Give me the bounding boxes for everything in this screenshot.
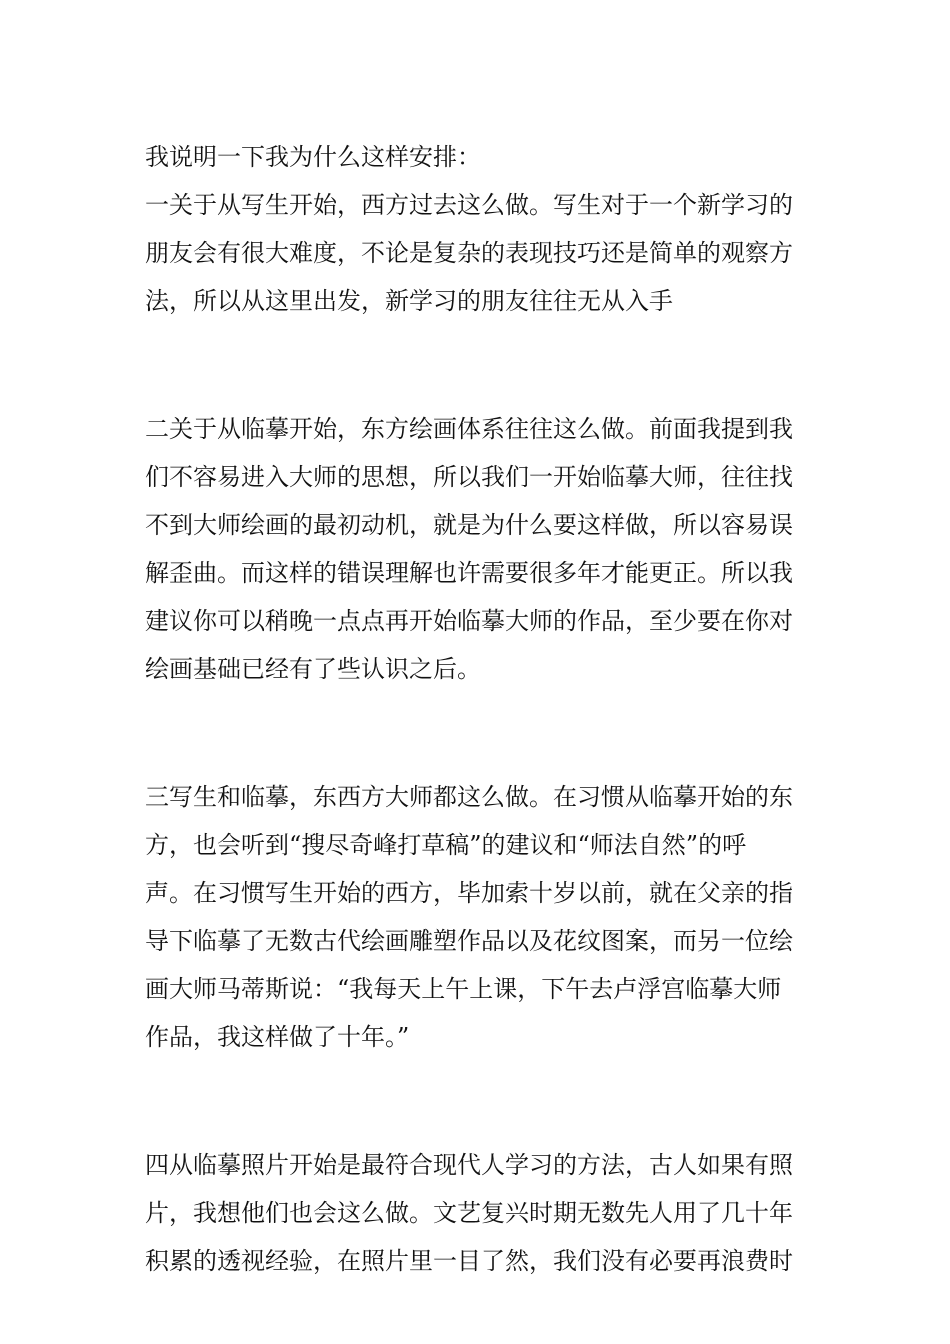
- paragraph-line: 不到大师绘画的最初动机，就是为什么要这样做，所以容易误: [145, 511, 793, 539]
- paragraph-2: [145, 405, 810, 693]
- paragraph-gap: [145, 1061, 810, 1141]
- paragraph-line: 画大师马蒂斯说：“我每天上午上课，下午去卢浮宫临摹大师: [145, 975, 782, 1003]
- paragraph-1: [145, 181, 810, 325]
- paragraph-gap: [145, 693, 810, 773]
- paragraph-line: 导下临摹了无数古代绘画雕塑作品以及花纹图案，而另一位绘: [145, 927, 793, 955]
- paragraph-line: 一关于从写生开始，西方过去这么做。写生对于一个新学习的: [145, 191, 793, 219]
- intro-line: 我说明一下我为什么这样安排：: [145, 143, 481, 171]
- document-body: [145, 133, 810, 1285]
- paragraph-gap: [145, 325, 810, 405]
- paragraph-line: 三写生和临摹，东西方大师都这么做。在习惯从临摹开始的东: [145, 783, 793, 811]
- paragraph-line: 法，所以从这里出发，新学习的朋友往往无从入手: [145, 287, 673, 315]
- paragraph-line: 片，我想他们也会这么做。文艺复兴时期无数先人用了几十年: [145, 1199, 793, 1227]
- paragraph-line: 方，也会听到“搜尽奇峰打草稿”的建议和“师法自然”的呼: [145, 831, 747, 859]
- paragraph-line: 解歪曲。而这样的错误理解也许需要很多年才能更正。所以我: [145, 559, 793, 587]
- paragraph-line: 积累的透视经验，在照片里一目了然，我们没有必要再浪费时: [145, 1247, 793, 1275]
- paragraph-line: 作品，我这样做了十年。”: [145, 1023, 410, 1051]
- paragraph-line: 朋友会有很大难度，不论是复杂的表现技巧还是简单的观察方: [145, 239, 793, 267]
- paragraph-line: 四从临摹照片开始是最符合现代人学习的方法，古人如果有照: [145, 1151, 793, 1179]
- paragraph-line: 们不容易进入大师的思想，所以我们一开始临摹大师，往往找: [145, 463, 793, 491]
- paragraph-line: 二关于从临摹开始，东方绘画体系往往这么做。前面我提到我: [145, 415, 793, 443]
- paragraph-3: [145, 773, 810, 1061]
- paragraph-line: 建议你可以稍晚一点点再开始临摹大师的作品，至少要在你对: [145, 607, 793, 635]
- paragraph-line: 声。在习惯写生开始的西方，毕加索十岁以前，就在父亲的指: [145, 879, 793, 907]
- paragraph-4: [145, 1141, 810, 1285]
- paragraph-line: 绘画基础已经有了些认识之后。: [145, 655, 481, 683]
